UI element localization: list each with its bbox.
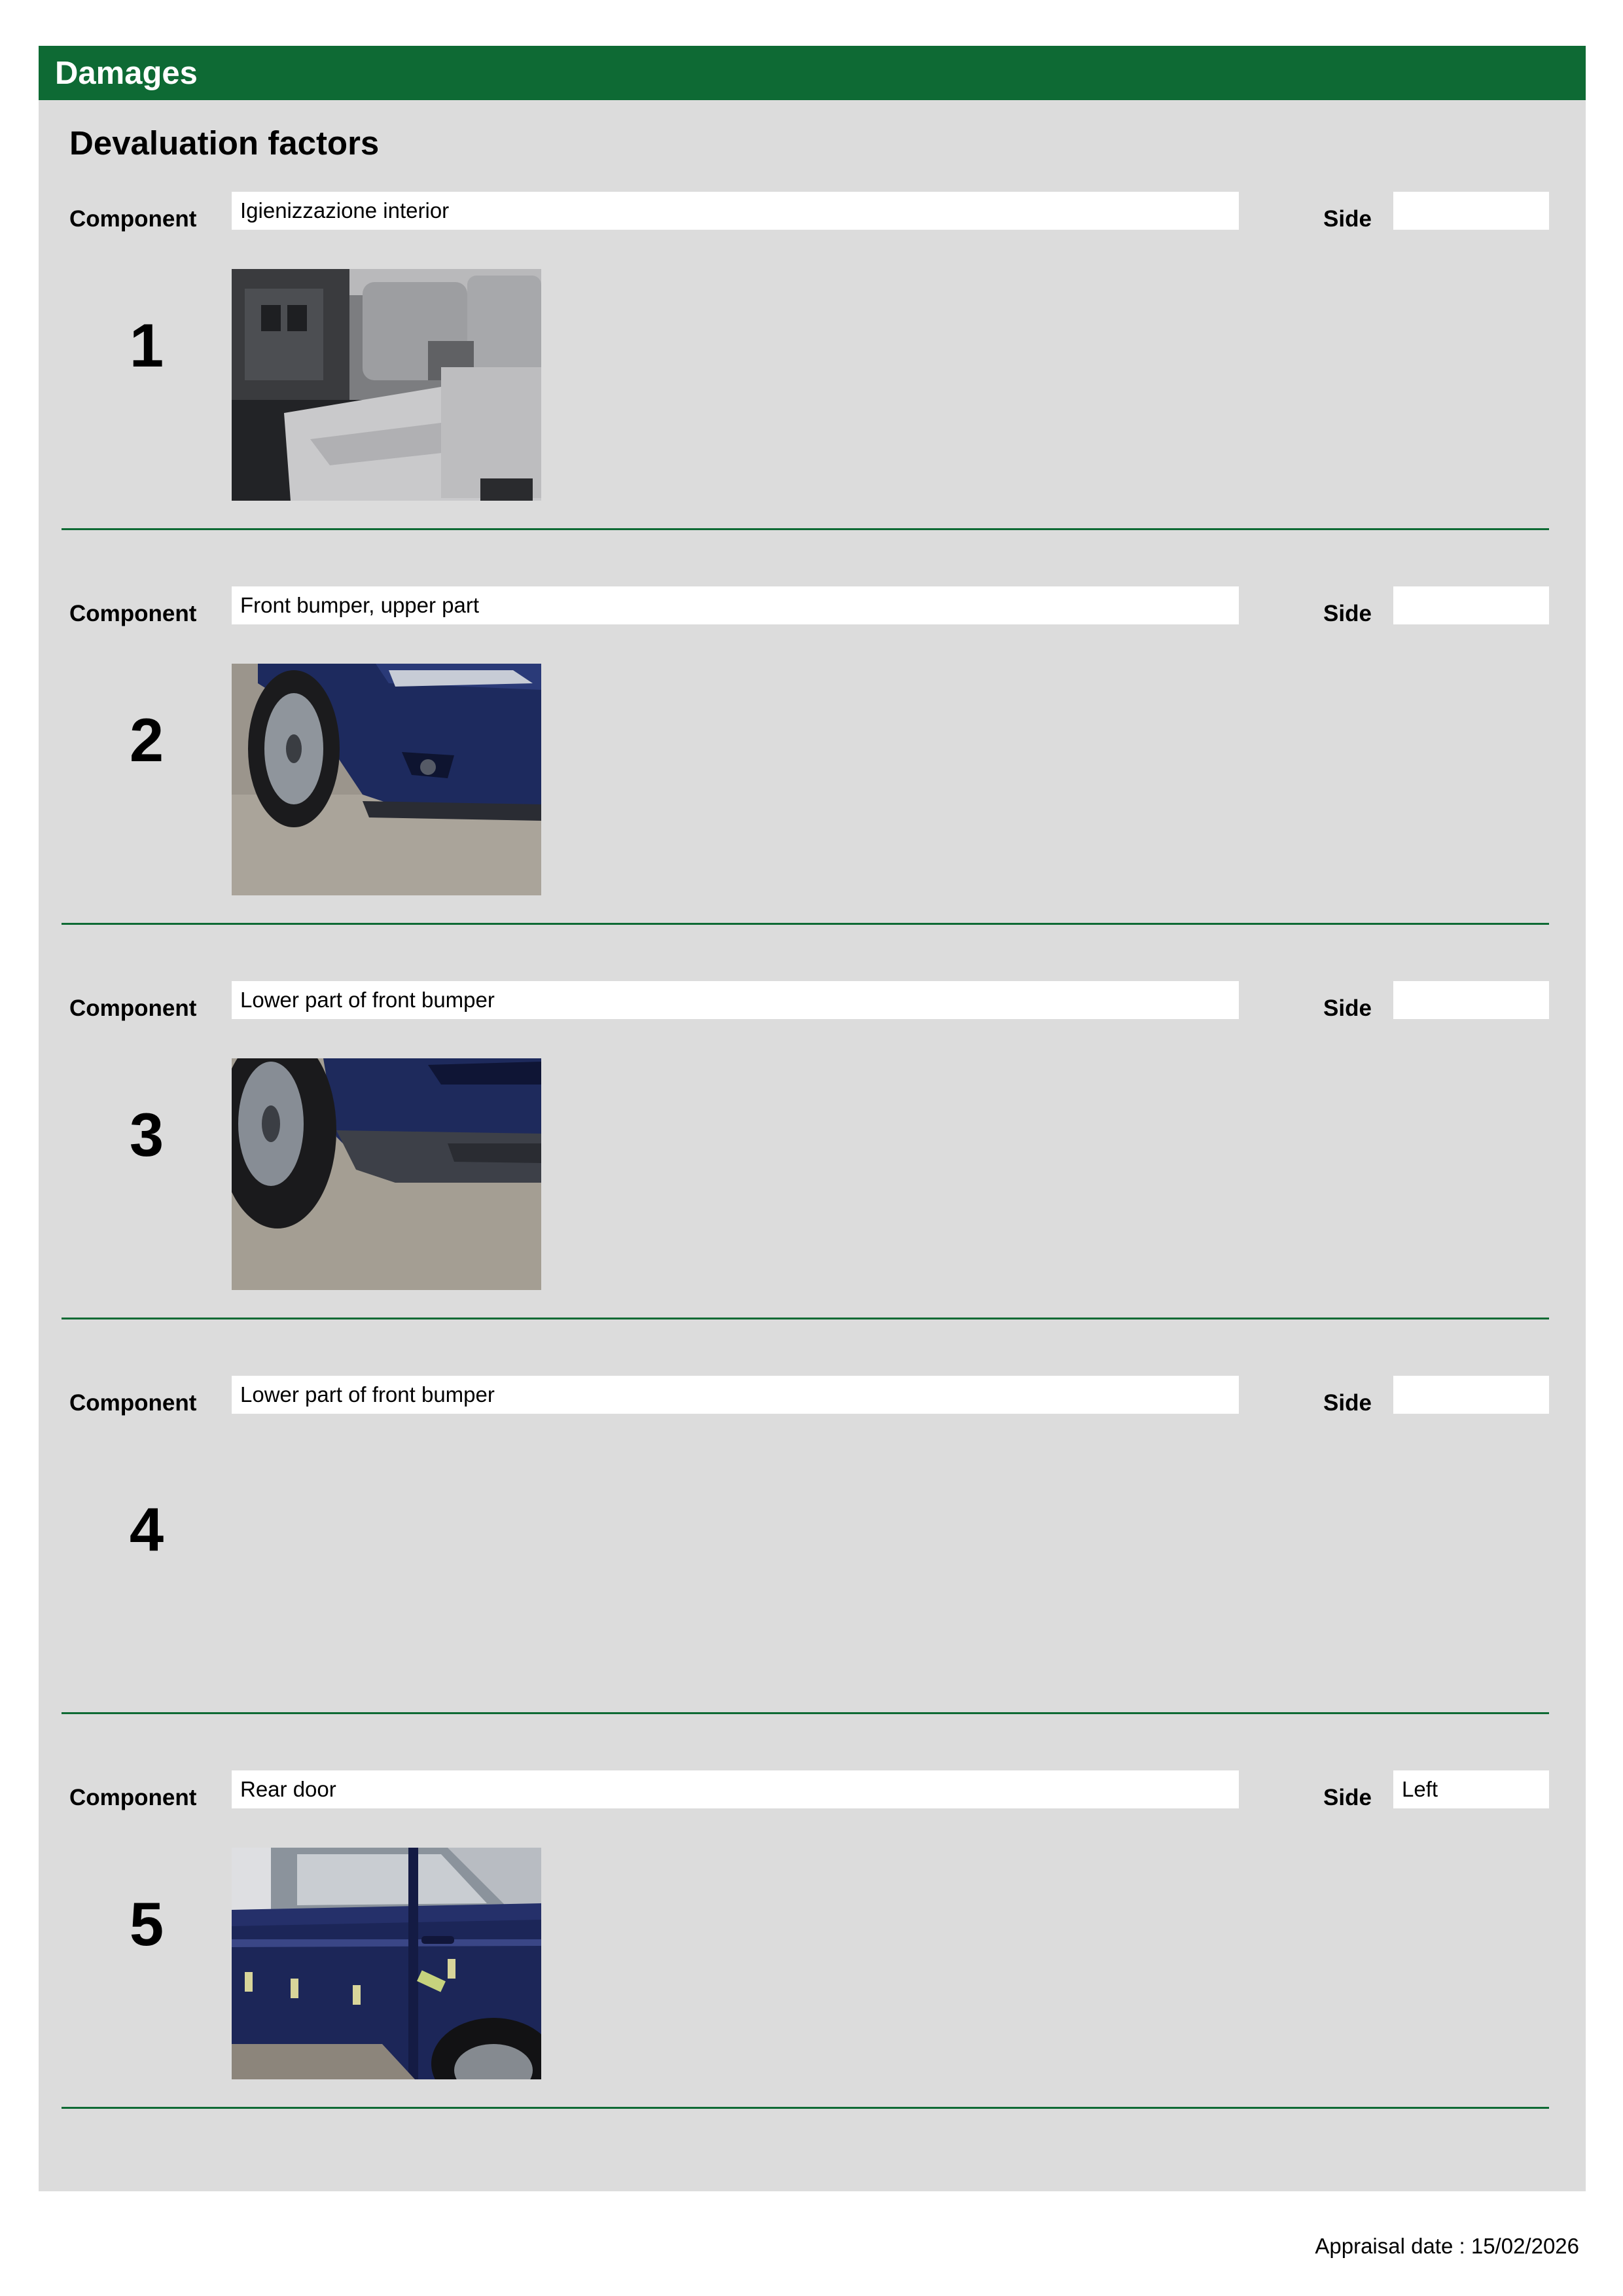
- component-value: Front bumper, upper part: [240, 593, 480, 617]
- front-bumper-lower-photo[interactable]: [232, 1058, 541, 1290]
- appraisal-date: Appraisal date : 15/02/2026: [1315, 2234, 1579, 2258]
- car-rear-seat-photo[interactable]: [232, 269, 541, 501]
- divider: [62, 1318, 1549, 1319]
- damage-entry-5: [39, 1770, 1586, 2165]
- entry-number: 2: [129, 706, 164, 774]
- divider: [62, 1712, 1549, 1714]
- rear-door-photo[interactable]: [232, 1848, 541, 2079]
- damage-entry-3: [39, 981, 1586, 1376]
- section-title: Devaluation factors: [69, 124, 380, 162]
- side-field: [1393, 1770, 1549, 1808]
- component-label: Component: [69, 206, 197, 232]
- entry-number: 5: [129, 1890, 164, 1958]
- component-value: Igienizzazione interior: [240, 198, 450, 223]
- divider: [62, 2107, 1549, 2109]
- divider: [62, 528, 1549, 530]
- side-field: [1393, 192, 1549, 230]
- side-field: [1393, 981, 1549, 1019]
- component-field: [232, 981, 1239, 1019]
- divider: [62, 923, 1549, 925]
- component-field: [232, 192, 1239, 230]
- damage-entry-4: [39, 1376, 1586, 1770]
- entry-number: 4: [129, 1495, 164, 1564]
- component-label: Component: [69, 1785, 197, 1810]
- side-label: Side: [1323, 206, 1372, 232]
- side-value: Left: [1402, 1777, 1438, 1801]
- header-title: Damages: [55, 56, 198, 91]
- side-label: Side: [1323, 1390, 1372, 1416]
- component-field: [232, 1770, 1239, 1808]
- entry-number: 3: [129, 1100, 164, 1169]
- component-label: Component: [69, 1390, 197, 1416]
- damages-panel: [39, 100, 1586, 2191]
- component-value: Rear door: [240, 1777, 336, 1801]
- component-value: Lower part of front bumper: [240, 1382, 495, 1407]
- component-label: Component: [69, 601, 197, 626]
- entry-number: 1: [129, 311, 164, 380]
- header-bar: [39, 46, 1586, 100]
- damage-entry-1: [39, 192, 1586, 586]
- component-label: Component: [69, 996, 197, 1021]
- side-label: Side: [1323, 601, 1372, 626]
- damage-entry-2: [39, 586, 1586, 981]
- component-field: [232, 586, 1239, 624]
- side-field: [1393, 586, 1549, 624]
- side-label: Side: [1323, 1785, 1372, 1810]
- component-field: [232, 1376, 1239, 1414]
- component-value: Lower part of front bumper: [240, 988, 495, 1012]
- front-bumper-upper-photo[interactable]: [232, 664, 541, 895]
- side-field: [1393, 1376, 1549, 1414]
- side-label: Side: [1323, 996, 1372, 1021]
